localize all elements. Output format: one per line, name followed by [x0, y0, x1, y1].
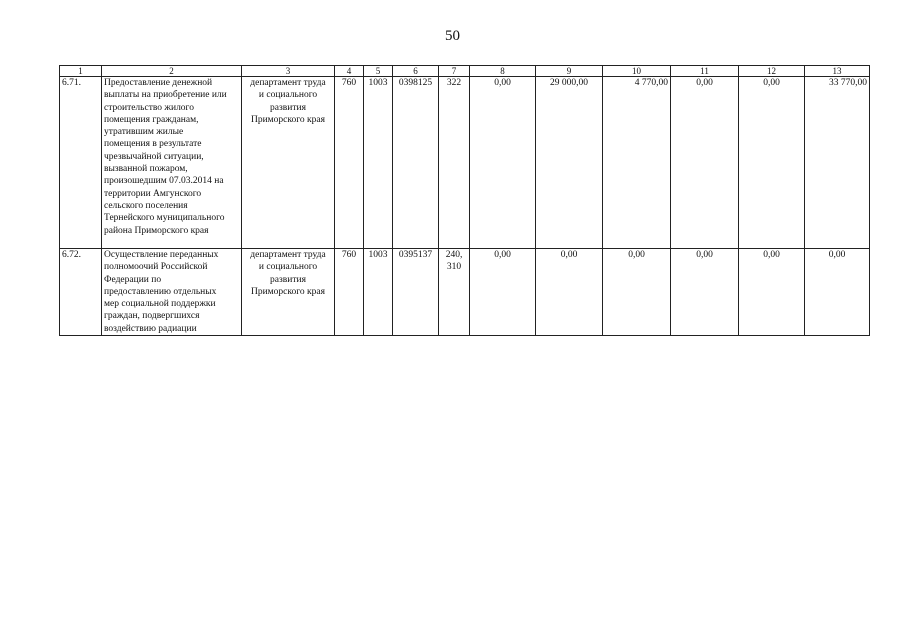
page-number: 50	[445, 28, 460, 44]
cell-col9: 0,00	[536, 249, 603, 336]
column-header: 8	[470, 66, 536, 77]
cell-col12: 0,00	[739, 77, 805, 249]
column-header: 13	[805, 66, 870, 77]
cell-col7: 322	[439, 77, 470, 249]
cell-col11: 0,00	[671, 77, 739, 249]
cell-col10: 0,00	[603, 249, 671, 336]
cell-col8: 0,00	[470, 249, 536, 336]
cell-col5: 1003	[364, 249, 393, 336]
header-row	[60, 66, 870, 77]
table-row	[60, 77, 870, 249]
row-name: Осуществление переданных полномоочий Российской Федерации по предоставлению отдельных мер социальной поддержки граждан, подвергшихся воздействию радиации	[102, 249, 242, 336]
column-header: 6	[393, 66, 439, 77]
budget-table	[59, 65, 870, 336]
cell-col6: 0398125	[393, 77, 439, 249]
column-header: 7	[439, 66, 470, 77]
column-header: 1	[60, 66, 102, 77]
cell-col4: 760	[335, 249, 364, 336]
cell-col8: 0,00	[470, 77, 536, 249]
column-header: 2	[102, 66, 242, 77]
column-header: 5	[364, 66, 393, 77]
column-header: 4	[335, 66, 364, 77]
row-department: департамент труда и социального развития Приморского края	[242, 77, 335, 249]
cell-col6: 0395137	[393, 249, 439, 336]
column-header: 10	[603, 66, 671, 77]
row-name: Предоставление денежной выплаты на приобретение или строительство жилого помещения гражданам, утратившим жилые помещения в результате чрезвычайной ситуации, вызванной пожаром, произошедшим 07.03.2014 на территории Амгунского сельского поселения Тернейского муниципального района Приморского края	[102, 77, 242, 249]
row-number: 6.71.	[60, 77, 102, 249]
row-number: 6.72.	[60, 249, 102, 336]
table-row	[60, 249, 870, 336]
cell-col13: 0,00	[805, 249, 870, 336]
cell-col13: 33 770,00	[805, 77, 870, 249]
column-header: 11	[671, 66, 739, 77]
cell-col9: 29 000,00	[536, 77, 603, 249]
cell-col5: 1003	[364, 77, 393, 249]
cell-col10: 4 770,00	[603, 77, 671, 249]
cell-col7: 240, 310	[439, 249, 470, 336]
cell-col4: 760	[335, 77, 364, 249]
column-header: 9	[536, 66, 603, 77]
row-department: департамент труда и социального развития Приморского края	[242, 249, 335, 336]
column-header: 3	[242, 66, 335, 77]
cell-col11: 0,00	[671, 249, 739, 336]
column-header: 12	[739, 66, 805, 77]
cell-col12: 0,00	[739, 249, 805, 336]
